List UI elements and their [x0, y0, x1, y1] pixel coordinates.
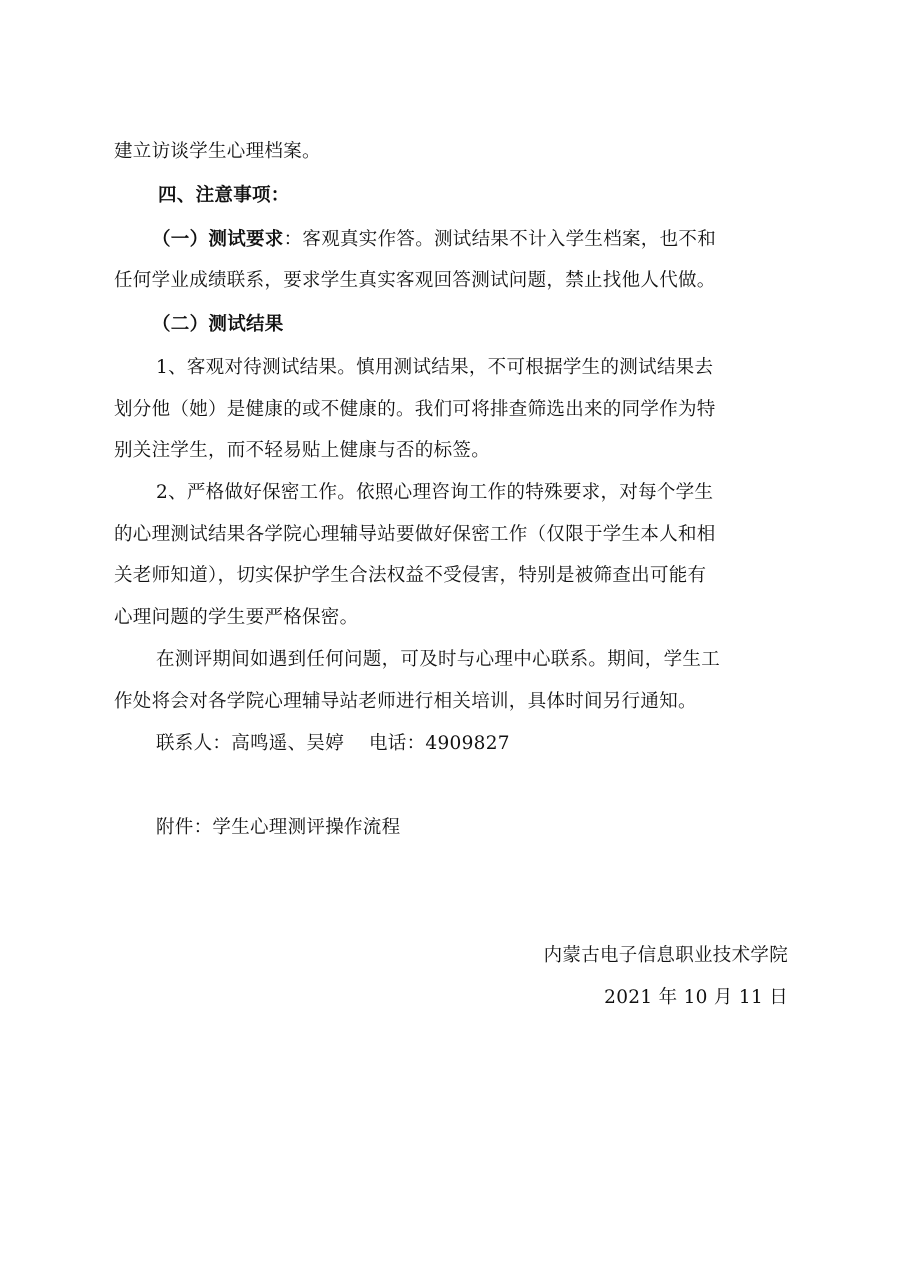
issuing-organization: 内蒙古电子信息职业技术学院	[543, 945, 788, 966]
subsection-1-text: ：客观真实作答。测试结果不计入学生档案，也不和	[283, 229, 717, 250]
paragraph-line: 的心理测试结果各学院心理辅导站要做好保密工作（仅限于学生本人和相	[114, 524, 716, 545]
paragraph-line: 任何学业成绩联系，要求学生真实客观回答测试问题，禁止找他人代做。	[114, 270, 716, 291]
paragraph-line: 建立访谈学生心理档案。	[114, 141, 321, 162]
paragraph-line: 划分他（她）是健康的或不健康的。我们可将排查筛选出来的同学作为特	[114, 399, 716, 420]
subsection-1-label: （一）测试要求	[152, 229, 284, 250]
paragraph-line: 作处将会对各学院心理辅导站老师进行相关培训，具体时间另行通知。	[114, 691, 697, 712]
attachment-note: 附件：学生心理测评操作流程	[156, 817, 401, 838]
paragraph-line: 在测评期间如遇到任何问题，可及时与心理中心联系。期间，学生工	[156, 649, 721, 670]
paragraph-line: 别关注学生，而不轻易贴上健康与否的标签。	[114, 440, 491, 461]
subsection-1	[152, 227, 832, 253]
section-heading: 四、注意事项：	[158, 185, 290, 206]
paragraph-line: 心理问题的学生要严格保密。	[114, 607, 359, 628]
paragraph-line: 关老师知道），切实保护学生合法权益不受侵害，特别是被筛查出可能有	[114, 565, 707, 586]
subsection-2-label: （二）测试结果	[152, 314, 284, 335]
contact-info: 联系人：高鸣遥、吴婷 电话：4909827	[156, 733, 510, 754]
issue-date: 2021 年 10 月 11 日	[604, 987, 788, 1008]
paragraph-line: 1、客观对待测试结果。慎用测试结果，不可根据学生的测试结果去	[156, 357, 714, 378]
paragraph-line: 2、严格做好保密工作。依照心理咨询工作的特殊要求，对每个学生	[156, 482, 714, 503]
